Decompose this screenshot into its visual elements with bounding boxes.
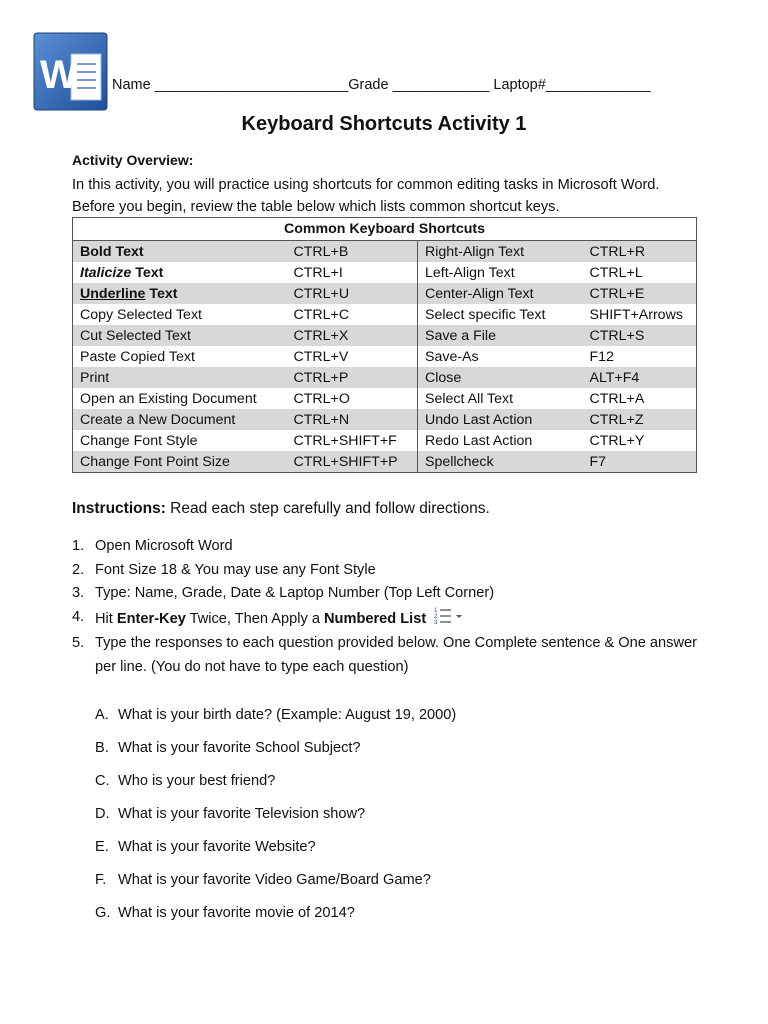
shortcut-cell: CTRL+S [583,325,697,346]
action-cell: Save a File [418,325,583,346]
step-text: Type the responses to each question provided below. One Complete sentence & One answer per line. (You do not have to type each question) [95,635,697,675]
action-cell: Print [73,367,287,388]
action-cell: Right-Align Text [418,241,583,263]
action-cell: Copy Selected Text [80,306,202,323]
action-cell: Center-Align Text [418,283,583,304]
step-number: 1. [72,538,85,554]
step-item [72,582,702,606]
question-item [95,902,456,935]
table-row [73,430,697,451]
question-item [95,770,456,803]
action-cell: Change Font Style [80,432,198,449]
table-row [73,409,697,430]
shortcut-cell: CTRL+E [583,283,697,304]
shortcut-cell: CTRL+L [589,264,643,281]
shortcut-cell: CTRL+Z [583,409,697,430]
table-row [73,304,697,325]
step-text: Enter-Key [116,610,186,627]
question-letter: F. [95,872,107,888]
action-cell: Spellcheck [418,451,583,473]
questions-list [95,704,456,935]
svg-text:2: 2 [434,613,438,620]
step-item [72,535,702,559]
step-item [72,606,702,633]
table-row [73,262,697,283]
action-cell: Change Font Point Size [73,451,287,473]
action-cell: Cut Selected Text [73,325,287,346]
question-text: What is your favorite movie of 2014? [118,905,355,921]
step-text: Font Size 18 & You may use any Font Style [95,561,376,578]
shortcut-cell: CTRL+R [583,241,697,263]
instructions-text: Read each step carefully and follow directions. [165,500,490,517]
question-item [95,704,456,737]
shortcut-cell: CTRL+O [293,390,350,407]
shortcut-cell: CTRL+B [287,241,418,263]
svg-text:3: 3 [434,619,438,624]
step-number: 2. [72,561,85,578]
student-info-line: Name ________________________Grade ____________ Laptop#_____________ [112,77,651,93]
action-cell: Left-Align Text [418,262,583,283]
shortcut-cell: CTRL+X [287,325,418,346]
question-letter: G. [95,905,111,921]
step-number: 3. [72,585,85,601]
shortcut-cell: CTRL+C [293,306,350,323]
action-cell: Undo Last Action [418,409,583,430]
question-item [95,803,456,836]
question-item [95,836,456,869]
action-cell: Create a New Document [73,409,287,430]
overview-text: In this activity, you will practice using shortcuts for common editing tasks in Microsoft Word. Before you begin, review the table below which lists common shortcut keys. [72,177,660,215]
action-cell: Select specific Text [418,304,583,325]
shortcut-cell: CTRL+Y [589,432,645,449]
question-letter: E. [95,839,109,855]
word-logo-icon [33,32,110,112]
step-text: Type: Name, Grade, Date & Laptop Number (Top Left Corner) [95,585,495,601]
table-row [73,283,697,304]
instructions [72,500,490,518]
step-number: 4. [72,608,85,625]
step-item [72,559,702,583]
question-letter: C. [95,773,110,789]
action-cell: Underline Text [73,283,287,304]
shortcut-cell: CTRL+SHIFT+F [293,432,397,449]
action-cell: Italicize Text [80,264,164,281]
question-text: What is your favorite Video Game/Board Game? [118,872,431,888]
instructions-label: Instructions: [72,500,166,517]
table-row [73,451,697,473]
steps-list [72,535,702,679]
question-text: Who is your best friend? [118,773,276,789]
table-title: Common Keyboard Shortcuts [73,218,697,241]
table-row [73,346,697,367]
action-cell: Select All Text [418,388,583,409]
table-row [73,388,697,409]
step-text: Open Microsoft Word [95,538,233,554]
page-title: Keyboard Shortcuts Activity 1 [241,113,527,135]
action-cell: Paste Copied Text [80,348,195,365]
table-row [73,325,697,346]
action-cell: Close [418,367,583,388]
step-text: Hit [95,610,117,627]
shortcut-cell: CTRL+V [293,348,349,365]
shortcut-cell: F7 [583,451,697,473]
question-letter: D. [95,806,110,822]
question-item [95,737,456,770]
question-item [95,869,456,902]
question-letter: A. [95,707,109,723]
shortcut-cell: ALT+F4 [583,367,697,388]
svg-text:W: W [40,53,78,97]
overview-heading: Activity Overview: [72,152,194,168]
table-row [73,241,697,263]
step-text: Twice, Then Apply a [185,610,325,627]
step-text: Numbered List [324,610,427,627]
question-text: What is your favorite School Subject? [118,740,361,756]
shortcut-cell: SHIFT+Arrows [589,306,683,323]
shortcut-cell: CTRL+A [589,390,645,407]
shortcut-cell: CTRL+I [293,264,343,281]
question-text: What is your favorite Television show? [118,806,366,822]
table-row [73,367,697,388]
shortcut-cell: CTRL+P [287,367,418,388]
numbered-list-icon [434,606,464,633]
question-text: What is your favorite Website? [118,839,316,855]
shortcut-cell: CTRL+U [287,283,418,304]
step-item [72,632,702,679]
shortcut-cell: F12 [589,348,614,365]
action-cell: Bold Text [73,241,287,263]
shortcut-cell: CTRL+N [287,409,418,430]
step-number: 5. [72,635,85,651]
action-cell: Open an Existing Document [80,390,257,407]
action-cell: Save-As [418,346,583,367]
action-cell: Redo Last Action [418,430,583,451]
shortcuts-table [72,217,697,473]
shortcut-cell: CTRL+SHIFT+P [287,451,418,473]
question-text: What is your birth date? (Example: August 19, 2000) [118,707,457,723]
svg-text:1: 1 [434,607,438,614]
question-letter: B. [95,740,109,756]
